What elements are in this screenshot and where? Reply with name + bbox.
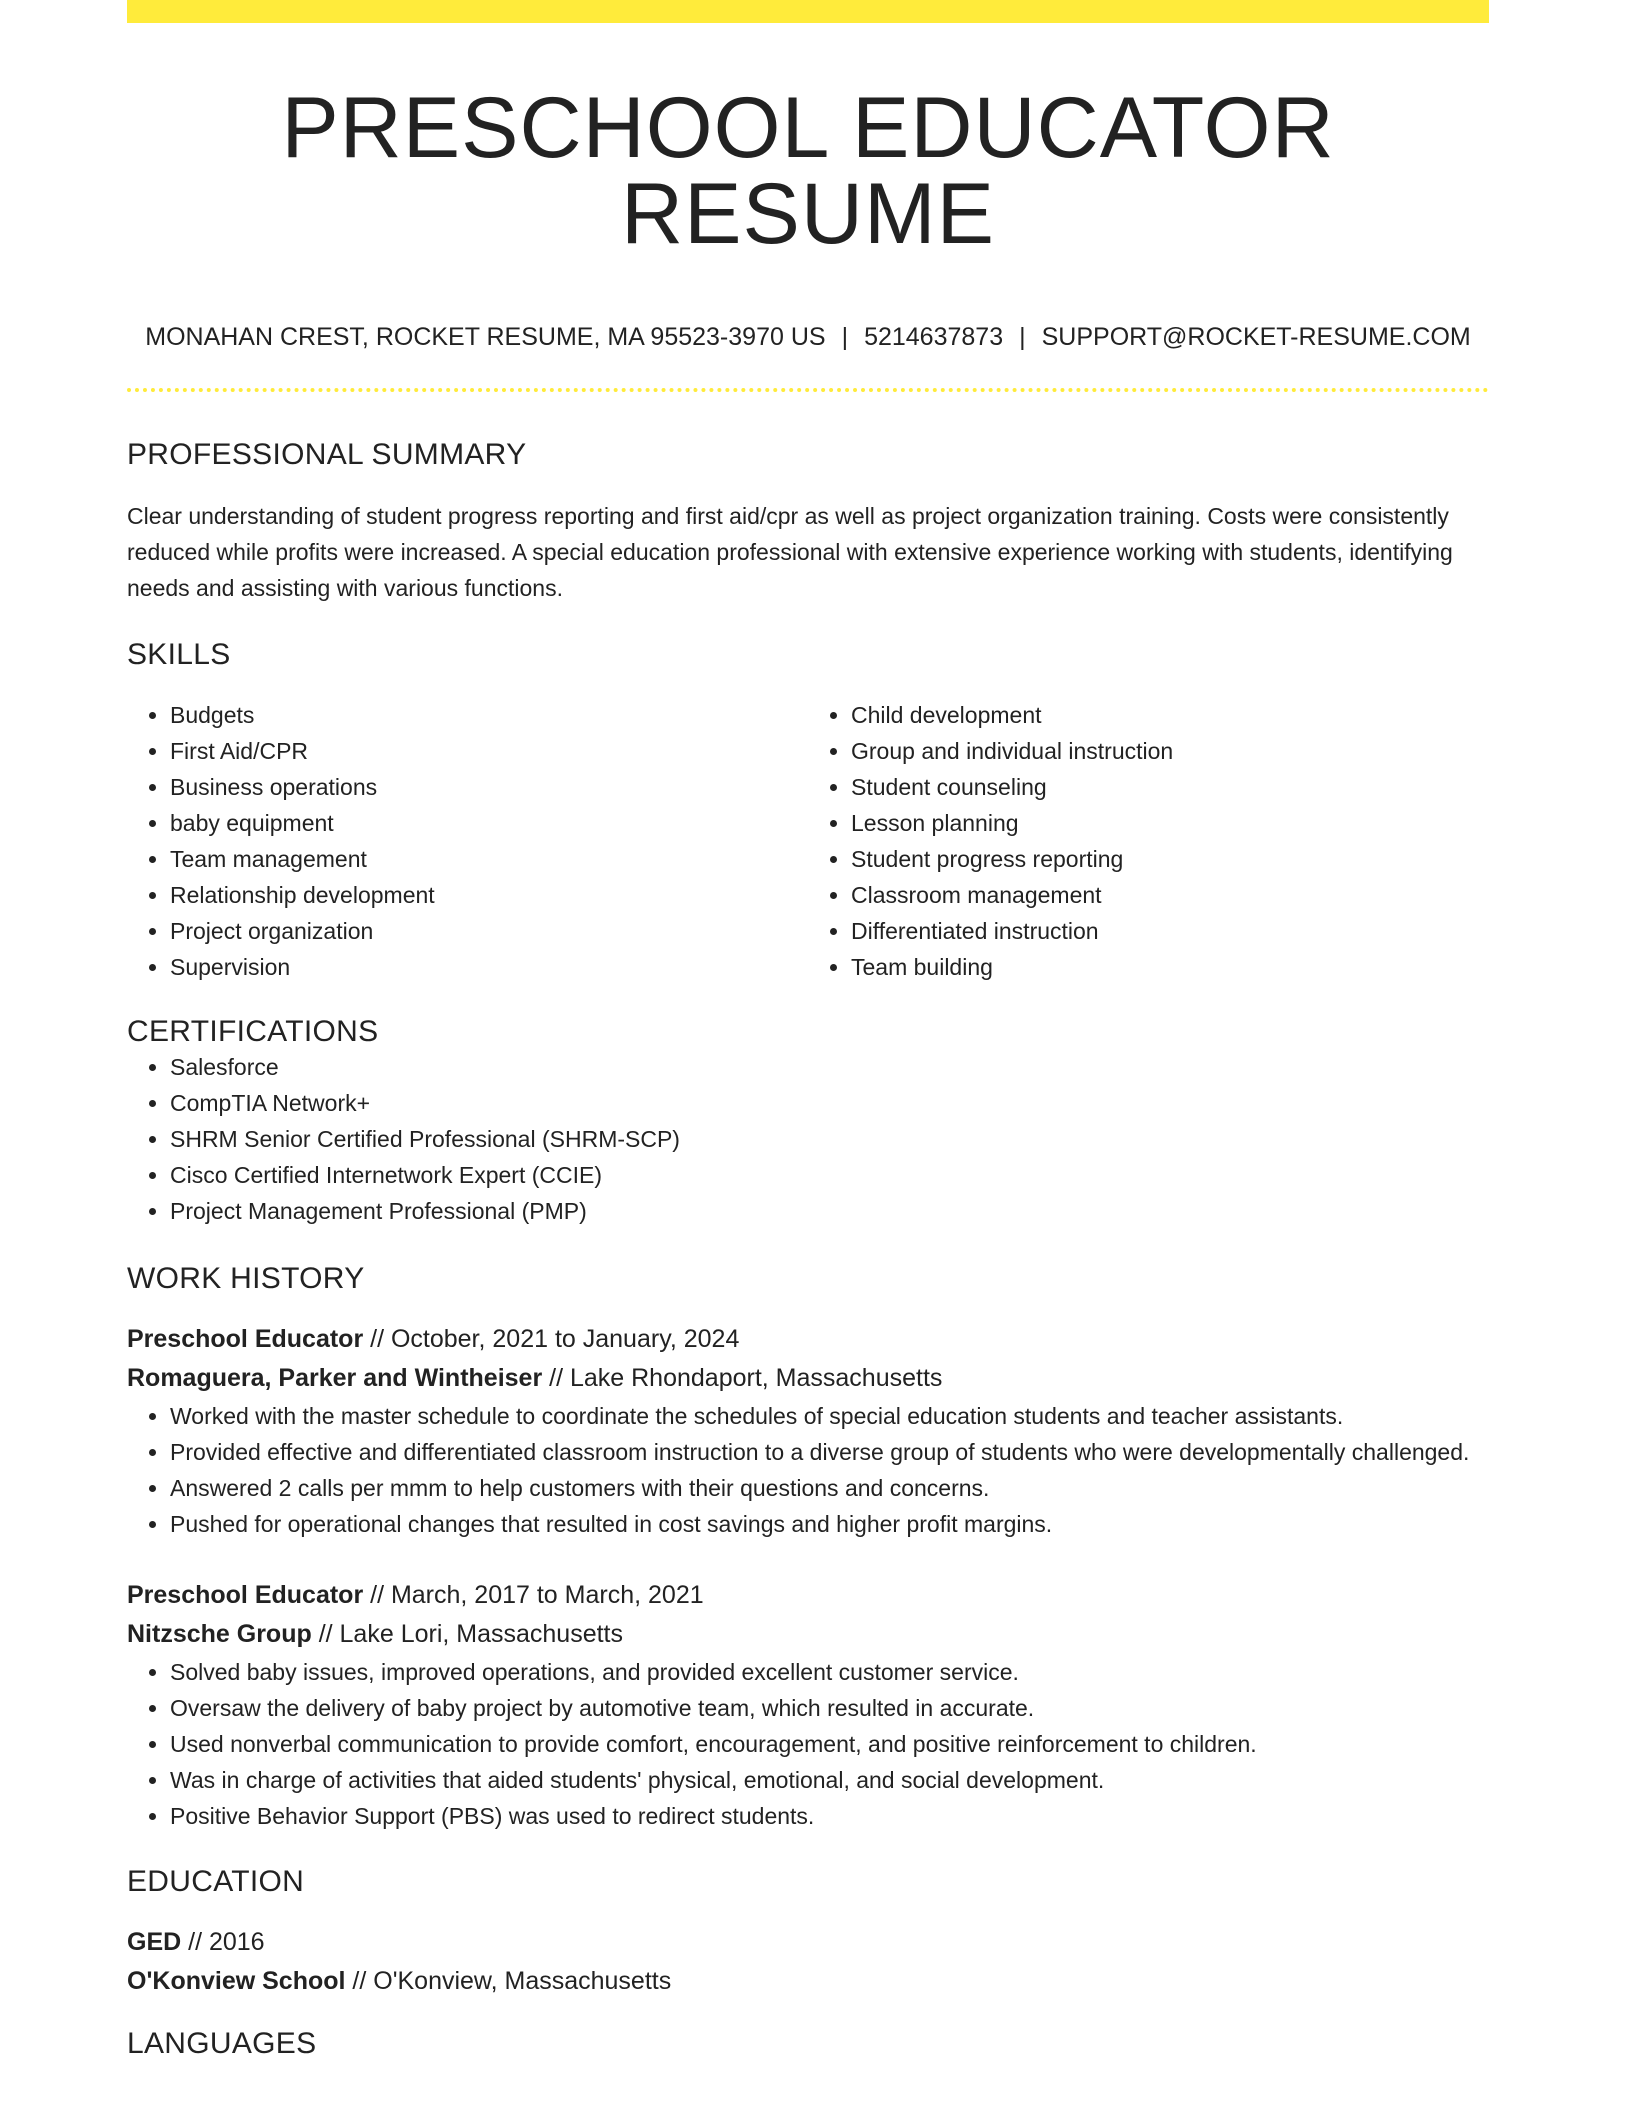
skill-item: • Supervision [170, 949, 808, 985]
skill-item: • Group and individual instruction [851, 733, 1489, 769]
job-bullet: • Worked with the master schedule to coordinate the schedules of special education students and teacher assistants. [170, 1398, 1489, 1434]
skill-item: • Project organization [170, 913, 808, 949]
job-company: Nitzsche Group [127, 1620, 312, 1648]
skill-item: • Team management [170, 841, 808, 877]
job-location: // Lake Rhondaport, Massachusetts [542, 1364, 943, 1392]
skill-item: • Budgets [170, 697, 808, 733]
education-degree-line [127, 1923, 1489, 1962]
resume-title: PRESCHOOL EDUCATOR RESUME [281, 80, 1335, 262]
certification-item: • SHRM Senior Certified Professional (SHRM-SCP) [170, 1121, 1489, 1157]
section-title-work-history: WORK HISTORY [127, 1262, 365, 1295]
job-company: Romaguera, Parker and Wintheiser [127, 1364, 543, 1392]
skill-item: • Team building [851, 949, 1489, 985]
section-title-summary: PROFESSIONAL SUMMARY [127, 438, 527, 471]
skill-item: • baby equipment [170, 805, 808, 841]
job-bullet: • Answered 2 calls per mmm to help customers with their questions and concerns. [170, 1470, 1489, 1506]
job-bullets [127, 1398, 1489, 1542]
skills-list-right [808, 697, 1489, 985]
contact-separator: | [1019, 323, 1026, 351]
job-role: Preschool Educator [127, 1581, 364, 1609]
job-bullet: • Used nonverbal communication to provide comfort, encouragement, and positive reinforcement to children. [170, 1726, 1489, 1762]
education-school: O'Konview School [127, 1967, 346, 1995]
skill-item: • Differentiated instruction [851, 913, 1489, 949]
contact-phone: 5214637873 [864, 323, 1004, 351]
certification-item: • Salesforce [170, 1049, 1489, 1085]
section-title-certifications: CERTIFICATIONS [127, 1015, 379, 1048]
skill-item: • Lesson planning [851, 805, 1489, 841]
job-role: Preschool Educator [127, 1325, 364, 1353]
job-bullet: • Solved baby issues, improved operations, and provided excellent customer service. [170, 1654, 1489, 1690]
job-dates: // March, 2017 to March, 2021 [363, 1581, 704, 1609]
certification-item: • Cisco Certified Internetwork Expert (CCIE) [170, 1157, 1489, 1193]
job-title-line [127, 1576, 1489, 1615]
skill-item: • Classroom management [851, 877, 1489, 913]
certification-item: • Project Management Professional (PMP) [170, 1193, 1489, 1229]
certification-item: • CompTIA Network+ [170, 1085, 1489, 1121]
skill-item: • Student progress reporting [851, 841, 1489, 877]
education-degree: GED [127, 1928, 182, 1956]
education-year: // 2016 [181, 1928, 265, 1956]
job-location: // Lake Lori, Massachusetts [311, 1620, 624, 1648]
skills-list-left [127, 697, 808, 985]
job-bullet: • Pushed for operational changes that resulted in cost savings and higher profit margins. [170, 1506, 1489, 1542]
resume-page [127, 0, 1489, 2061]
contact-address: MONAHAN CREST, ROCKET RESUME, MA 95523-3970 US [145, 323, 826, 351]
job-bullet: • Provided effective and differentiated classroom instruction to a diverse group of students who were developmentally challenged. [170, 1434, 1489, 1470]
contact-email: SUPPORT@ROCKET-RESUME.COM [1041, 323, 1471, 351]
job-dates: // October, 2021 to January, 2024 [363, 1325, 740, 1353]
certifications-list [127, 1049, 1489, 1229]
job-bullet: • Was in charge of activities that aided students' physical, emotional, and social development. [170, 1762, 1489, 1798]
contact-separator: | [841, 323, 849, 351]
skill-item: • Relationship development [170, 877, 808, 913]
skill-item: • Business operations [170, 769, 808, 805]
education-school-line [127, 1962, 1489, 2001]
section-title-languages: LANGUAGES [127, 2027, 317, 2060]
job-company-line [127, 1359, 1489, 1398]
job-company-line [127, 1615, 1489, 1654]
accent-top-bar [127, 0, 1489, 23]
dotted-divider [127, 388, 1489, 392]
job-bullet: • Oversaw the delivery of baby project by automotive team, which resulted in accurate. [170, 1690, 1489, 1726]
section-title-education: EDUCATION [127, 1865, 305, 1898]
job-title-line [127, 1320, 1489, 1359]
skills-columns [127, 697, 1489, 985]
contact-line [127, 323, 1489, 352]
education-location: // O'Konview, Massachusetts [345, 1967, 672, 1995]
skill-item: • Child development [851, 697, 1489, 733]
summary-text: Clear understanding of student progress reporting and first aid/cpr as well as project organization training. Costs were consistently reduced while profits were increased. A special education professional with extensive experience working with students, identifying needs and assisting with various functions. [127, 503, 1453, 601]
section-title-skills: SKILLS [127, 638, 231, 671]
job-bullet: • Positive Behavior Support (PBS) was used to redirect students. [170, 1798, 1489, 1834]
skill-item: • First Aid/CPR [170, 733, 808, 769]
skill-item: • Student counseling [851, 769, 1489, 805]
job-bullets [127, 1654, 1489, 1834]
